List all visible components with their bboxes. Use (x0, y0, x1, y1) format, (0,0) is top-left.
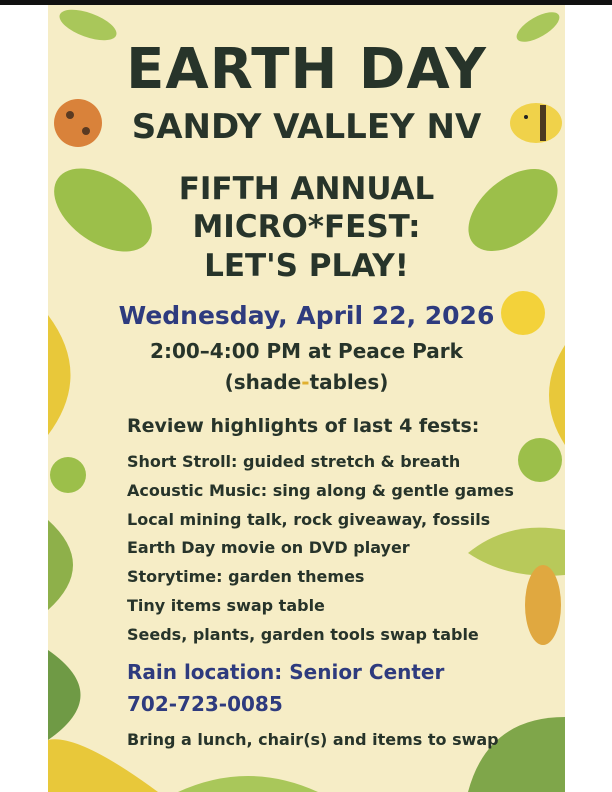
list-item: Local mining talk, rock giveaway, fossils (127, 510, 491, 529)
event-line-3: LET'S PLAY! (204, 248, 409, 284)
event-date: Wednesday, April 22, 2026 (118, 301, 495, 330)
list-item: Tiny items swap table (127, 596, 325, 615)
list-item: Short Stroll: guided stretch & breath (127, 452, 461, 471)
tree-icon (518, 438, 562, 482)
list-item: Earth Day movie on DVD player (127, 538, 410, 557)
hill-icon (468, 717, 565, 792)
list-item: Seeds, plants, garden tools swap table (127, 625, 479, 644)
earth-day-flyer (48, 5, 565, 792)
tree-icon (50, 457, 86, 493)
leaf-icon (525, 565, 561, 645)
title: EARTH DAY (126, 37, 487, 102)
time-place: 2:00–4:00 PM at Peace Park (150, 339, 463, 363)
bring-note: Bring a lunch, chair(s) and items to swap (127, 730, 499, 749)
shade-note (48, 370, 565, 394)
event-line-2: MICRO*FEST: (192, 209, 421, 245)
subtitle: SANDY VALLEY NV (131, 107, 482, 147)
bush-icon (48, 520, 73, 610)
bush-icon (468, 528, 565, 576)
list-item: Acoustic Music: sing along & gentle games (127, 481, 514, 500)
list-item: Storytime: garden themes (127, 567, 365, 586)
bush-icon (48, 650, 81, 740)
rain-location: Rain location: Senior Center (127, 660, 445, 684)
phone-number: 702-723-0085 (127, 692, 283, 716)
hill-icon (178, 776, 318, 792)
note-before: (shade (224, 370, 302, 394)
note-after: tables) (309, 370, 389, 394)
note-dash: - (301, 370, 310, 394)
highlights-heading: Review highlights of last 4 fests: (127, 415, 480, 437)
event-line-1: FIFTH ANNUAL (178, 171, 435, 207)
